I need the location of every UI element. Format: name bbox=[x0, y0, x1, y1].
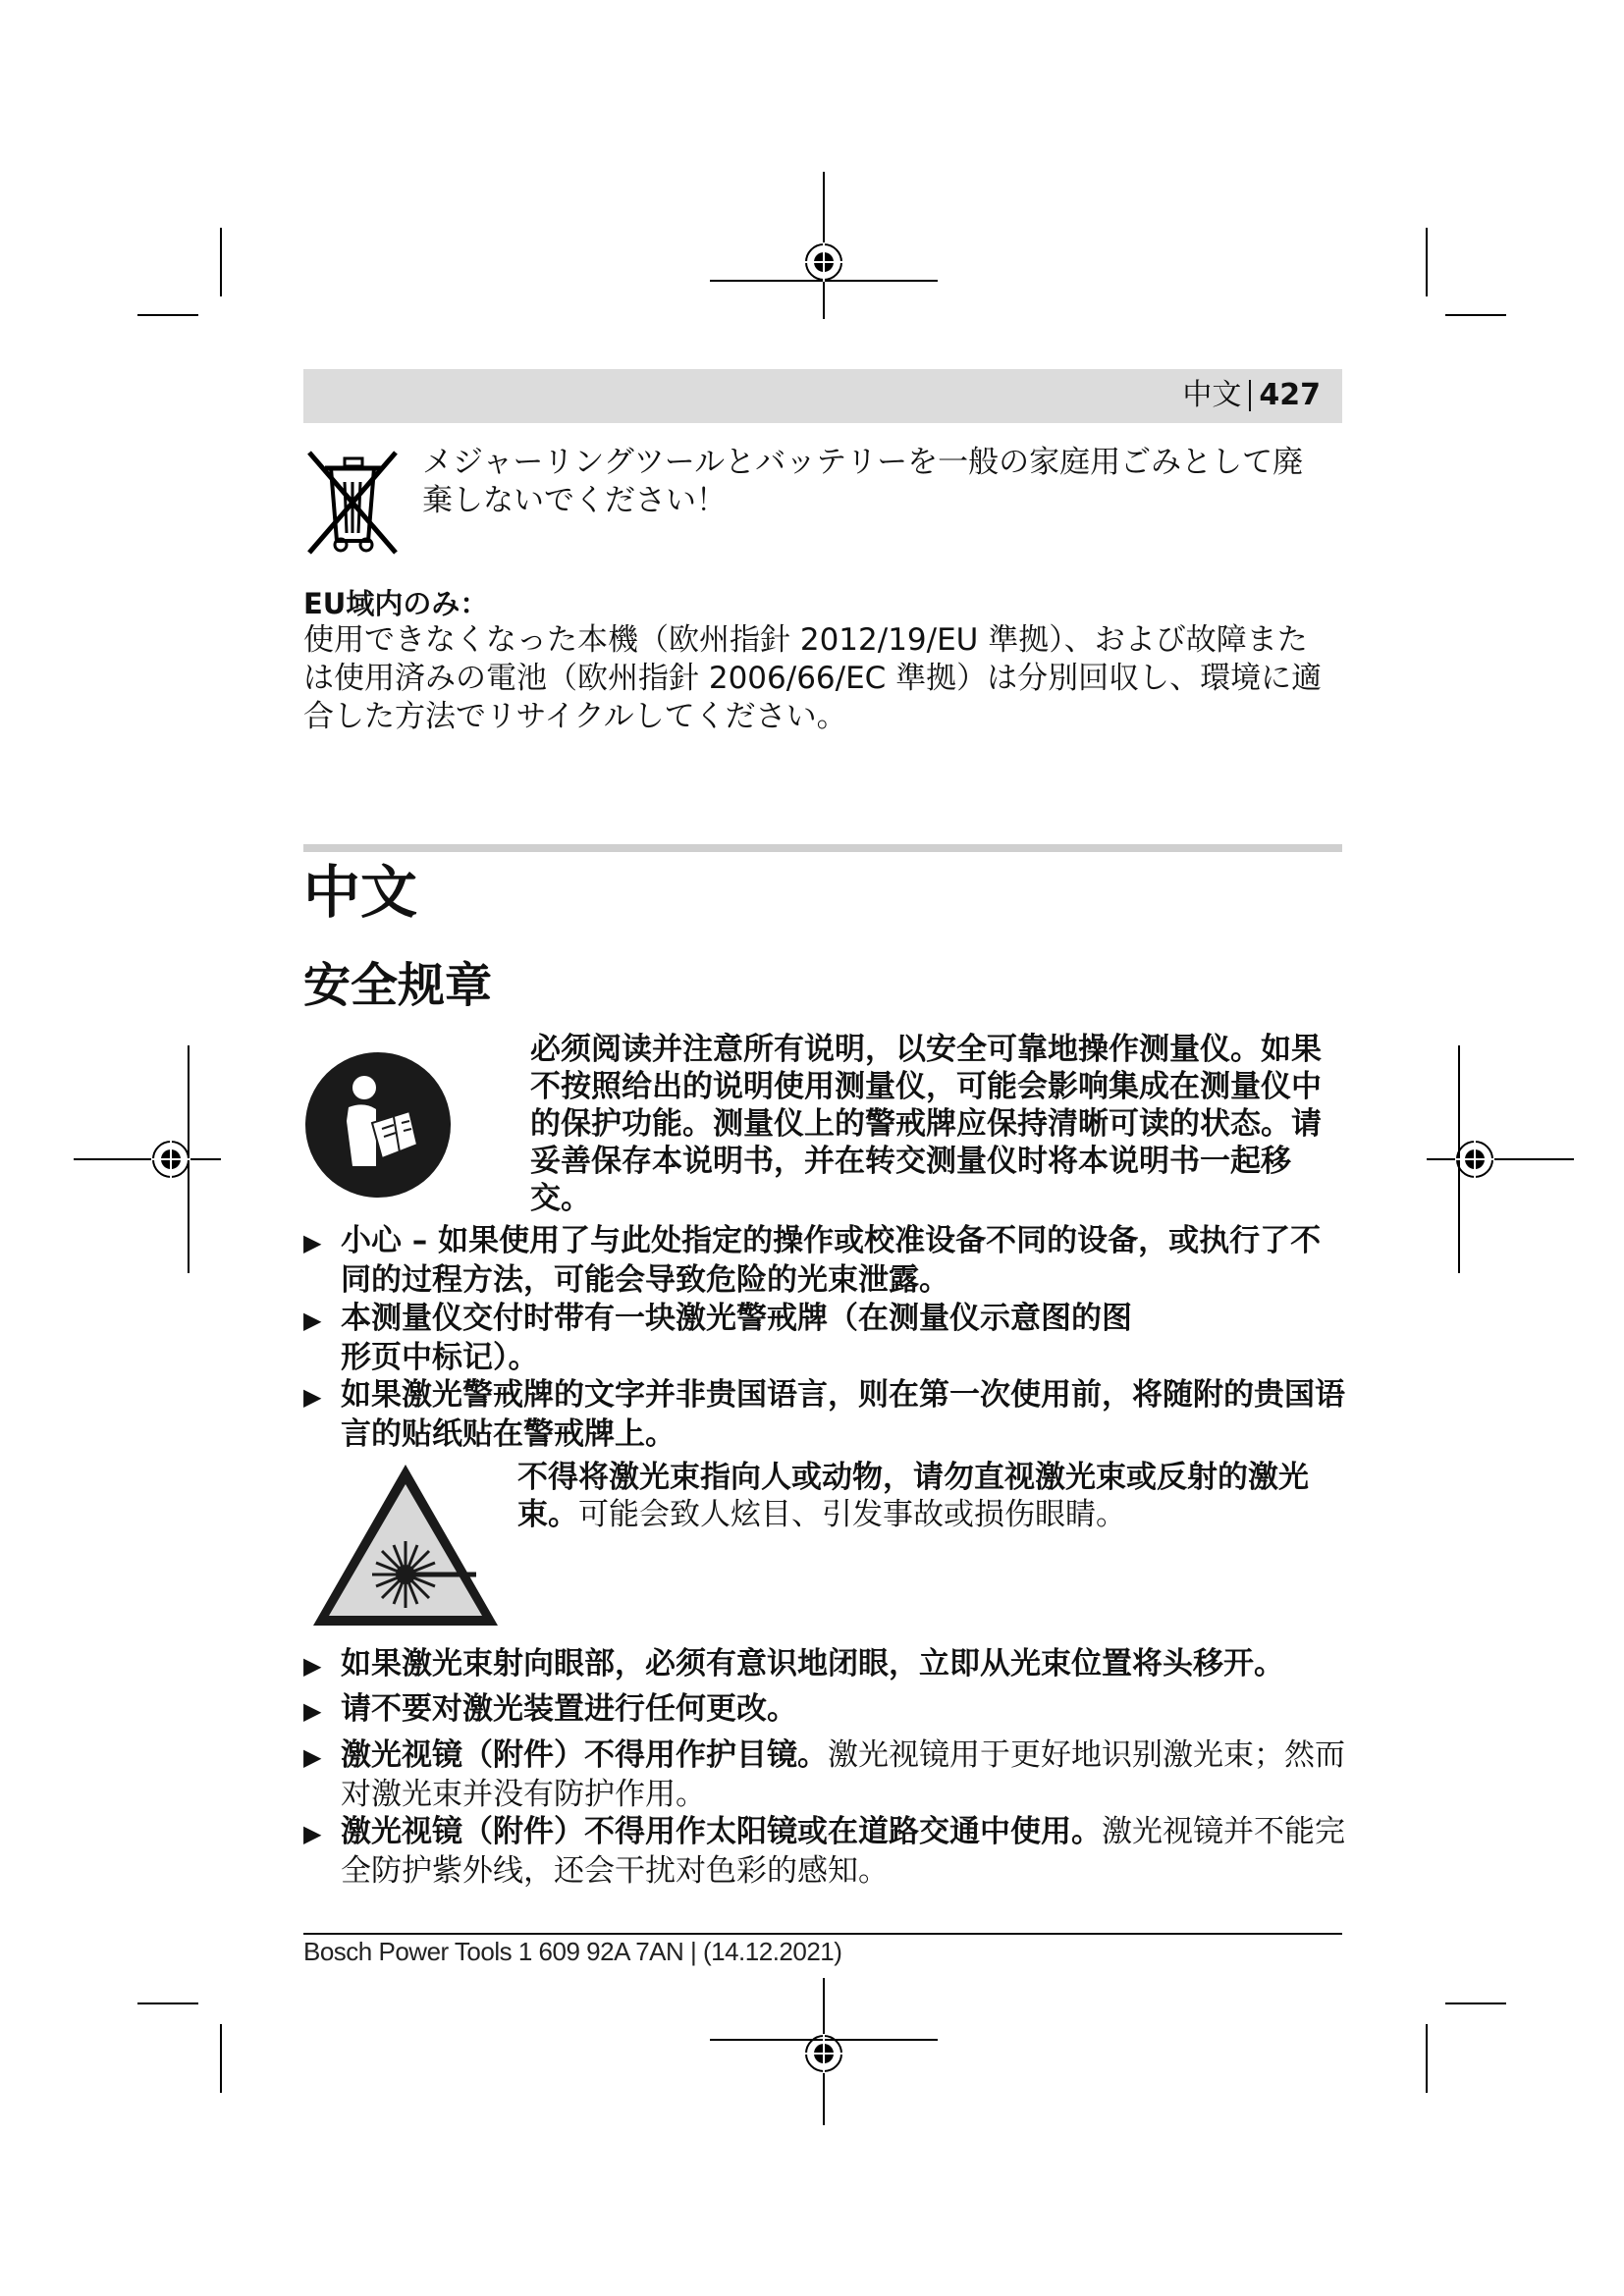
eu-disposal-text: 使用できなくなった本機（欧州指針 2012/19/EU 準拠）、および故障または使用済みの電池（欧州指針 2006/66/EC 準拠）は分別回収し、環境に適合した方法でリサイクルしてください。 bbox=[303, 622, 1323, 734]
page-footer: Bosch Power Tools 1 609 92A 7AN | (14.12.2021) bbox=[303, 1937, 842, 1966]
bullet-marker: ▶ bbox=[303, 1652, 322, 1680]
read-manual-icon bbox=[303, 1050, 453, 1200]
list-item bbox=[303, 1689, 1348, 1729]
bullet-text: 激光视镜并不能完全防护紫外线，还会干扰对色彩的感知。 bbox=[341, 1814, 1345, 1889]
registration-mark-icon bbox=[800, 2030, 847, 2077]
bullet-bold-text: 本测量仪交付时带有一块激光警戒牌（在测量仪示意图的图形页中标记）。 bbox=[341, 1301, 1132, 1375]
crop-mark bbox=[137, 314, 198, 316]
page-number: 427 bbox=[1259, 378, 1321, 412]
crop-mark bbox=[137, 2002, 198, 2004]
crop-mark bbox=[220, 228, 222, 296]
crossed-out-wheelie-bin-icon bbox=[303, 447, 402, 557]
header-language: 中文 bbox=[1182, 378, 1242, 412]
bullet-bold-text: 如果激光警戒牌的文字并非贵国语言，则在第一次使用前，将随附的贵国语言的贴纸贴在警戒牌上。 bbox=[341, 1377, 1345, 1452]
manual-notice-text: 必须阅读并注意所有说明，以安全可靠地操作测量仪。如果不按照给出的说明使用测量仪，可能会影响集成在测量仪中的保护功能。测量仪上的警戒牌应保持清晰可读的状态。请妥善保存本说明书，并在转交测量仪时将本说明书一起移交。 bbox=[530, 1032, 1322, 1216]
bullet-marker: ▶ bbox=[303, 1229, 322, 1256]
bullet-bold-text: 如果激光束射向眼部，必须有意识地闭眼，立即从光束位置将头移开。 bbox=[341, 1646, 1284, 1682]
bullet-marker: ▶ bbox=[303, 1743, 322, 1771]
list-item bbox=[303, 1735, 1348, 1814]
crop-mark bbox=[1445, 2002, 1506, 2004]
list-item bbox=[303, 1221, 1348, 1300]
eu-heading: EU域内のみ： bbox=[303, 587, 489, 620]
crop-mark bbox=[1427, 1158, 1574, 1160]
section-divider bbox=[303, 844, 1342, 852]
bullet-bold-text: 激光视镜（附件）不得用作太阳镜或在道路交通中使用。 bbox=[341, 1814, 1102, 1849]
footer-divider bbox=[303, 1933, 1342, 1935]
list-item bbox=[303, 1812, 1348, 1891]
list-item bbox=[303, 1299, 1348, 1377]
crop-mark bbox=[1426, 228, 1428, 296]
header-separator bbox=[1249, 380, 1251, 411]
crop-mark bbox=[1426, 2024, 1428, 2093]
registration-mark-icon bbox=[800, 239, 847, 286]
bullet-bold-text: 激光视镜（附件）不得用作护目镜。 bbox=[341, 1737, 828, 1773]
bullet-text: 激光视镜用于更好地识别激光束；然而对激光束并没有防护作用。 bbox=[341, 1737, 1345, 1812]
laser-warning-normal: 可能会致人炫目、引发事故或损伤眼睛。 bbox=[578, 1497, 1126, 1532]
laser-warning-text bbox=[517, 1459, 1332, 1533]
list-item bbox=[303, 1375, 1348, 1454]
crop-mark bbox=[220, 2024, 222, 2093]
disposal-text: メジャーリングツールとバッテリーを一般の家庭用ごみとして廃棄しないでください！ bbox=[422, 445, 1304, 518]
laser-warning-icon bbox=[309, 1461, 502, 1629]
bullet-bold-text: 小心 – 如果使用了与此处指定的操作或校准设备不同的设备，或执行了不同的过程方法，可能会导致危险的光束泄露。 bbox=[341, 1223, 1322, 1298]
bullet-marker: ▶ bbox=[303, 1820, 322, 1847]
registration-mark-icon bbox=[1451, 1136, 1498, 1183]
bullet-marker: ▶ bbox=[303, 1697, 322, 1725]
registration-mark-icon bbox=[147, 1136, 194, 1183]
crop-mark bbox=[1445, 314, 1506, 316]
bullet-marker: ▶ bbox=[303, 1383, 322, 1411]
bullet-bold-text: 请不要对激光装置进行任何更改。 bbox=[341, 1691, 797, 1727]
laser-warning-bold: 不得将激光束指向人或动物，请勿直视激光束或反射的激光束。 bbox=[517, 1460, 1309, 1532]
page-header-label bbox=[1182, 377, 1321, 414]
page-header bbox=[303, 369, 1342, 423]
bullet-marker: ▶ bbox=[303, 1307, 322, 1334]
subsection-title: 安全规章 bbox=[303, 958, 493, 1013]
section-title: 中文 bbox=[303, 859, 418, 926]
list-item bbox=[303, 1644, 1348, 1683]
